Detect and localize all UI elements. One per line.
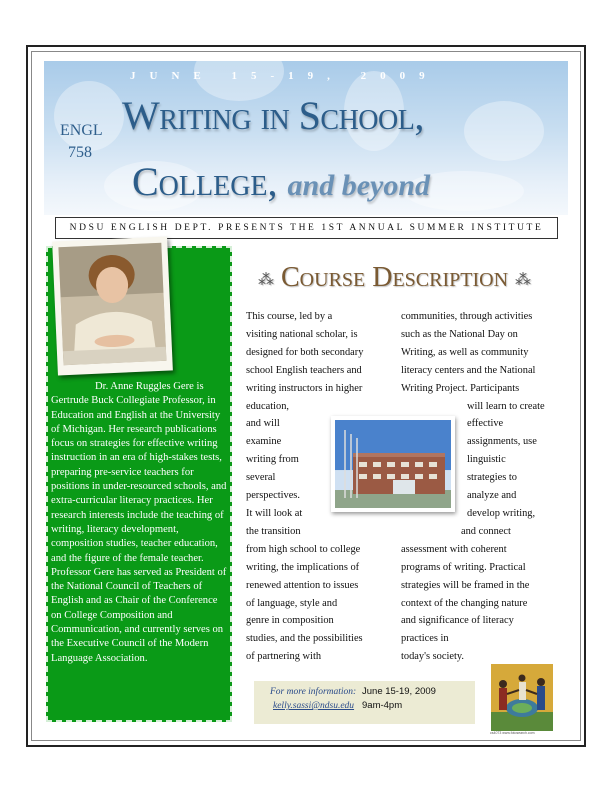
text-line: examine bbox=[246, 436, 282, 448]
text-line: studies, and the possibilities bbox=[246, 633, 363, 645]
text-line: school English teachers and bbox=[246, 364, 362, 376]
text-line: develop writing, bbox=[467, 507, 536, 519]
text-line: programs of writing. Practical bbox=[401, 561, 526, 573]
text-line: linguistic bbox=[467, 454, 506, 466]
event-date: June 15-19, 2009 bbox=[362, 686, 436, 697]
text-line: This course, led by a bbox=[246, 311, 333, 322]
speaker-bio-text bbox=[51, 380, 228, 666]
page-title-line1: Writing in School, bbox=[122, 93, 424, 138]
text-line: communities, through activities bbox=[401, 311, 533, 322]
text-line: assignments, use bbox=[467, 436, 537, 448]
page-title-line2 bbox=[132, 158, 430, 205]
text-line: genre in composition bbox=[246, 615, 334, 627]
text-line: education, bbox=[246, 400, 289, 412]
text-line: the transition bbox=[246, 525, 301, 537]
text-line: literacy centers and the National bbox=[401, 364, 536, 376]
course-description-title: Course Description bbox=[281, 262, 509, 293]
text-line: effective bbox=[467, 418, 504, 430]
text-line: and connect bbox=[461, 525, 511, 537]
text-line: will learn to create bbox=[467, 400, 545, 412]
text-line: of language, style and bbox=[246, 597, 338, 609]
text-line: and will bbox=[246, 418, 280, 430]
contact-email-link[interactable]: kelly.sassi@ndsu.edu bbox=[273, 701, 355, 711]
course-code-dept: ENGL bbox=[60, 122, 103, 139]
text-line: from high school to college bbox=[246, 543, 361, 555]
text-line: writing instructors in higher bbox=[246, 382, 363, 394]
text-line: practices in bbox=[401, 633, 449, 645]
text-line: today's society. bbox=[401, 651, 464, 663]
text-line: strategies to bbox=[467, 472, 517, 484]
event-time: 9am-4pm bbox=[362, 700, 403, 711]
text-line: Writing, as well as community bbox=[401, 346, 529, 358]
text-line: perspectives. bbox=[246, 490, 300, 502]
event-date-banner: JUNE 15-19, 2009 bbox=[130, 70, 439, 82]
presents-bar: NDSU ENGLISH DEPT. PRESENTS THE 1ST ANNUAL SUMMER INSTITUTE bbox=[55, 217, 558, 239]
course-code bbox=[60, 120, 103, 164]
speaker-bio: Dr. Anne Ruggles Gere is Gertrude Buck Collegiate Professor, in Education and English at the University of Michigan. Her research publications focus on strategies for effective writing instruction in an era of high-stakes tests, preparing pre-service teachers for positions in under-resourced schools, and extra-curricular literacy practices. Her research interests include the teaching of writing, literacy development, composition studies, teacher education, and the figure of the female teacher. Professor Gere has served as President of the National Council of Teachers of English and as Chair of the Conference on College Composition and Communication, and currently serves on the Executive Council of the Modern Language Association. bbox=[51, 381, 227, 664]
text-line: It will look at bbox=[246, 507, 303, 519]
text-line: writing from bbox=[246, 454, 299, 466]
text-line: Writing Project. Participants bbox=[401, 382, 520, 394]
speaker-photo-frame bbox=[52, 237, 173, 376]
text-line: writing, the implications of bbox=[246, 561, 360, 573]
clipart-credit: cs4073 www.fotosearch.com bbox=[490, 731, 535, 735]
text-line: renewed attention to issues bbox=[246, 579, 359, 591]
text-line: such as the National Day on bbox=[401, 328, 518, 340]
speaker-photo bbox=[58, 243, 166, 365]
course-code-number: 758 bbox=[68, 144, 92, 161]
text-line: designed for both secondary bbox=[246, 346, 364, 358]
text-line: strategies will be framed in the bbox=[401, 579, 530, 591]
page-title-college: College, bbox=[132, 159, 278, 204]
text-line: analyze and bbox=[467, 490, 517, 502]
people-globe-clipart bbox=[491, 664, 553, 731]
text-line: of partnering with bbox=[246, 651, 322, 663]
ornament-right: ⁂ bbox=[515, 271, 532, 289]
text-line: context of the changing nature bbox=[401, 597, 528, 609]
course-description-heading bbox=[258, 262, 548, 294]
ornament-left: ⁂ bbox=[258, 271, 274, 289]
text-line: and significance of literacy bbox=[401, 615, 514, 627]
text-line: several bbox=[246, 472, 276, 484]
contact-label: For more information: bbox=[270, 687, 357, 697]
text-line: visiting national scholar, is bbox=[246, 328, 358, 340]
building-photo bbox=[331, 416, 455, 512]
text-line: assessment with coherent bbox=[401, 543, 507, 555]
page-subtitle: and beyond bbox=[287, 169, 431, 202]
